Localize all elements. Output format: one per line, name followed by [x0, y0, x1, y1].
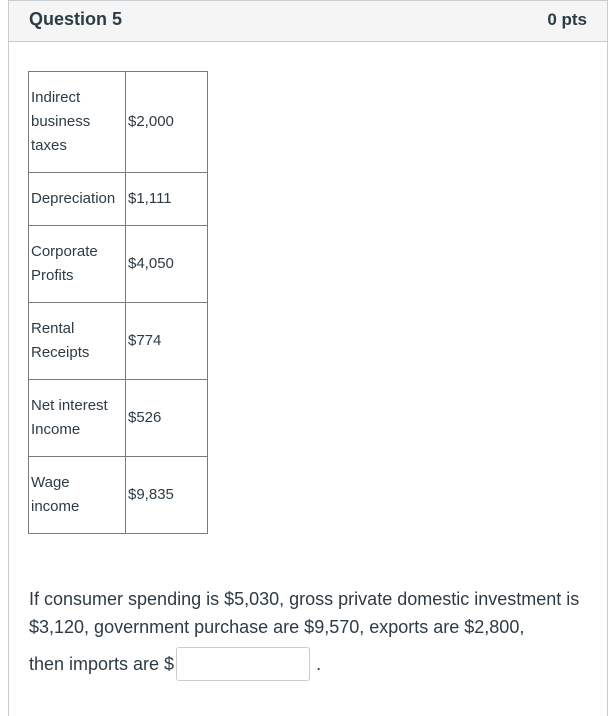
row-label: [29, 380, 126, 457]
label-line: Income: [31, 421, 81, 438]
income-data-table: [28, 71, 208, 534]
label-line: Indirect: [31, 89, 81, 106]
label-line: business: [31, 113, 91, 130]
row-label: [29, 457, 126, 534]
answer-input[interactable]: [176, 647, 310, 681]
question-card: [8, 0, 608, 716]
row-value: $774: [126, 303, 208, 380]
label-line: income: [31, 498, 80, 515]
row-value: $2,000: [126, 72, 208, 173]
answer-prefix: then imports are $: [29, 654, 175, 674]
table-row: [29, 303, 208, 380]
prompt-text: If consumer spending is $5,030, gross private domestic investment is $3,120, government purchase are $9,570, exports are $2,800,: [29, 589, 580, 637]
table-row: [29, 173, 208, 226]
label-line: Corporate: [31, 243, 98, 260]
question-title: Question 5: [29, 9, 123, 29]
label-line: Rental: [31, 320, 75, 337]
row-value: $526: [126, 380, 208, 457]
label-line: Wage: [31, 474, 70, 491]
table-row: [29, 226, 208, 303]
label-line: Profits: [31, 267, 74, 284]
answer-suffix: .: [316, 654, 322, 674]
row-label: [29, 72, 126, 173]
label-line: Depreciation: [31, 190, 116, 207]
question-header: [9, 1, 607, 42]
row-label: [29, 303, 126, 380]
row-value: $4,050: [126, 226, 208, 303]
question-points: 0 pts: [547, 10, 587, 29]
table-row: [29, 380, 208, 457]
table-row: [29, 72, 208, 173]
label-line: Net interest: [31, 397, 108, 414]
row-value: $9,835: [126, 457, 208, 534]
answer-line: [29, 647, 589, 681]
label-line: Receipts: [31, 344, 90, 361]
row-label: [29, 173, 126, 226]
row-label: [29, 226, 126, 303]
table-row: [29, 457, 208, 534]
row-value: $1,111: [126, 173, 208, 226]
question-prompt: [29, 585, 589, 681]
label-line: taxes: [31, 137, 67, 154]
